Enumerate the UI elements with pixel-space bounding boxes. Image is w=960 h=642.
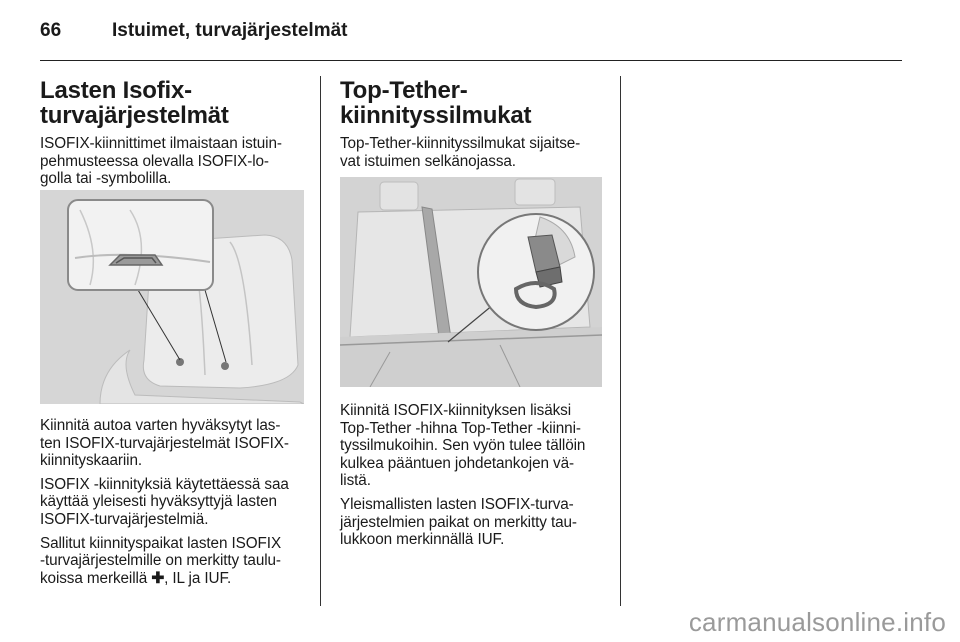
top-tether-drawing bbox=[340, 177, 602, 387]
p2-line2: käyttää yleisesti hyväksyttyjä lasten bbox=[40, 493, 277, 511]
top-tether-illustration bbox=[340, 177, 602, 387]
isofix-intro-line1: ISOFIX-kiinnittimet ilmaistaan istuin- bbox=[40, 135, 282, 152]
tt-p2-line1: Yleismallisten lasten ISOFIX-turva- bbox=[340, 495, 574, 513]
p3-line1: Sallitut kiinnityspaikat lasten ISOFIX bbox=[40, 534, 282, 552]
p1-line3: kiinnityskaariin. bbox=[40, 452, 143, 470]
tt-p1-line2: Top-Tether -hihna Top-Tether -kiinni- bbox=[340, 419, 581, 437]
p1-line2: ten ISOFIX-turvajärjestelmät ISOFIX- bbox=[40, 434, 289, 452]
p1-line1: Kiinnitä autoa varten hyväksytyt las- bbox=[40, 417, 281, 434]
page-header bbox=[40, 14, 900, 54]
isofix-seat-drawing bbox=[40, 190, 304, 404]
isofix-heading-line2: turvajärjestelmät bbox=[40, 102, 229, 129]
isofix-intro-line2: pehmusteessa olevalla ISOFIX-lo- bbox=[40, 152, 269, 170]
p3-line2: -turvajärjestelmille on merkitty taulu- bbox=[40, 552, 281, 570]
p2-line3: ISOFIX-turvajärjestelmiä. bbox=[40, 510, 209, 528]
tt-p1-line1: Kiinnitä ISOFIX-kiinnityksen lisäksi bbox=[340, 402, 572, 419]
watermark: carmanualsonline.info bbox=[688, 607, 946, 637]
tt-intro-line1: Top-Tether-kiinnityssilmukat sijaitse- bbox=[340, 135, 581, 152]
isofix-intro-line3: golla tai -symbolilla. bbox=[40, 170, 172, 188]
column-divider-right bbox=[620, 76, 621, 606]
top-tether-paragraph-2 bbox=[340, 496, 610, 549]
header-rule bbox=[40, 60, 902, 61]
p3-line3-start: koissa merkeillä bbox=[40, 569, 152, 587]
p3-line3-end: , IL ja IUF. bbox=[164, 569, 232, 587]
isofix-section bbox=[40, 78, 308, 188]
tt-p1-line5: listä. bbox=[340, 472, 371, 490]
top-tether-heading bbox=[340, 78, 608, 128]
tt-p1-line4: kulkea pääntuen johdetankojen vä- bbox=[340, 454, 574, 472]
plus-symbol-icon: ✚ bbox=[151, 569, 165, 587]
isofix-paragraph-3 bbox=[40, 535, 310, 588]
isofix-seat-illustration bbox=[40, 190, 304, 404]
page-number: 66 bbox=[40, 20, 62, 41]
top-tether-section bbox=[340, 78, 608, 170]
isofix-intro bbox=[40, 135, 308, 188]
isofix-body bbox=[40, 417, 310, 587]
tt-intro-line2: vat istuimen selkänojassa. bbox=[340, 152, 516, 170]
tt-p1-line3: tyssilmukoihin. Sen vyön tulee tällöin bbox=[340, 437, 586, 455]
top-tether-heading-line1: Top-Tether- bbox=[340, 77, 468, 104]
top-tether-intro bbox=[340, 135, 608, 170]
column-divider-left bbox=[320, 76, 321, 606]
tt-p2-line3: lukkoon merkinnällä IUF. bbox=[340, 531, 505, 549]
p2-line1: ISOFIX -kiinnityksiä käytettäessä saa bbox=[40, 475, 289, 493]
chapter-title: Istuimet, turvajärjestelmät bbox=[112, 20, 348, 41]
tt-p2-line2: järjestelmien paikat on merkitty tau- bbox=[340, 513, 577, 531]
top-tether-heading-line2: kiinnityssilmukat bbox=[340, 102, 532, 129]
isofix-heading-line1: Lasten Isofix- bbox=[40, 77, 192, 104]
top-tether-body bbox=[340, 402, 610, 549]
isofix-paragraph-2 bbox=[40, 476, 310, 529]
isofix-paragraph-1 bbox=[40, 417, 310, 470]
isofix-heading bbox=[40, 78, 308, 128]
top-tether-paragraph-1 bbox=[340, 402, 610, 490]
